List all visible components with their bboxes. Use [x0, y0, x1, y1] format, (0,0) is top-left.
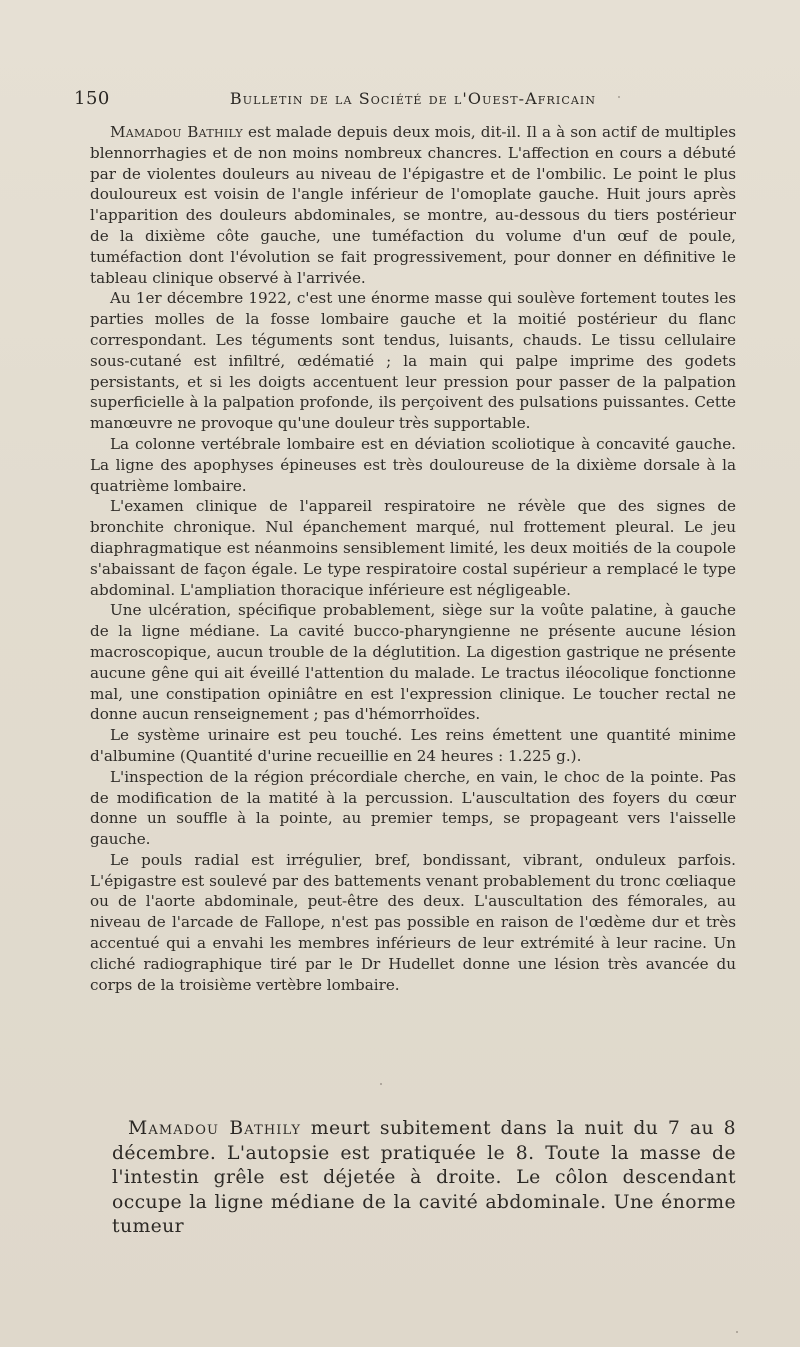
paragraph-text: Le système urinaire est peu touché. Les reins émettent une quantité minime d'albumine (Quantité d'urine recueillie en 24 heures : 1.225 g.).	[90, 726, 736, 765]
paragraph-autopsy	[112, 1117, 736, 1240]
paragraph-examination	[90, 288, 736, 434]
paper-speck	[736, 1331, 738, 1333]
paragraph-history	[90, 122, 736, 288]
patient-name: Mamadou Bathily	[110, 123, 243, 141]
paragraph-text: L'examen clinique de l'appareil respiratoire ne révèle que des signes de bronchite chronique. Nul épanchement marqué, nul frottement pleural. Le jeu diaphragmatique est néanmoins sensiblement limité, les deux moitiés de la coupole s'abaissant de façon égale. Le type respiratoire costal supérieur a remplacé le type abdominal. L'ampliation thoracique inférieure est négligeable.	[90, 497, 736, 599]
paragraph-text: La colonne vertébrale lombaire est en déviation scoliotique à concavité gauche. La ligne des apophyses épineuses est très douloureuse de la dixième dorsale à la quatrième lombaire.	[90, 434, 736, 495]
paragraph-spine	[90, 434, 736, 496]
page-header	[74, 88, 722, 118]
paragraph-text: est malade depuis deux mois, dit-il. Il a à son actif de multiples blennorrhagies et de non moins nombreux chancres. L'affection en cours a débuté par de violentes douleurs au niveau de l'épigastre et de l'ombilic. Le point le plus douloureux est voisin de l'angle inférieur de l'omoplate gauche. Huit jours après l'apparition des douleurs abdominales, se montre, au-dessous du tiers postérieur de la dixième côte gauche, une tuméfaction du volume d'un œuf de poule, tuméfaction dont l'évolution se fait progressivement, pour donner en définitive le tableau clinique observé à l'arrivée.	[90, 123, 736, 287]
paragraph-digestive	[90, 600, 736, 725]
paragraph-vascular	[90, 850, 736, 996]
paragraph-text: L'inspection de la région précordiale cherche, en vain, le choc de la pointe. Pas de modification de la matité à la percussion. L'auscultation des foyers du cœur donne un souffle à la pointe, au premier temps, se propageant vers l'aisselle gauche.	[90, 767, 736, 849]
paragraph-text: Au 1er décembre 1922, c'est une énorme masse qui soulève fortement toutes les parties molles de la fosse lombaire gauche et la moitié postérieur du flanc correspondant. Les téguments sont tendus, luisants, chauds. Le tissu cellulaire sous-cutané est infiltré, œdématié ; la main qui palpe imprime des godets persistants, et si les doigts accentuent leur pression pour passer de la palpation superficielle à la palpation profonde, ils perçoivent des pulsations puissantes. Cette manœuvre ne provoque qu'une douleur très supportable.	[90, 289, 736, 433]
paragraph-urinary	[90, 725, 736, 767]
page-number: 150	[74, 88, 110, 109]
paragraph-text: meurt subitement dans la nuit du 7 au 8 décembre. L'autopsie est pratiquée le 8. Toute la masse de l'intestin grêle est déjetée à droite. Le côlon descendant occupe la ligne médiane de la cavité abdominale. Une énorme tumeur	[112, 1118, 736, 1237]
paragraph-text: Une ulcération, spécifique probablement, siège sur la voûte palatine, à gauche de la ligne médiane. La cavité bucco-pharyngienne ne présente aucune lésion macroscopique, aucun trouble de la déglutition. La digestion gastrique ne présente aucune gêne qui ait éveillé l'attention du malade. Le tractus iléocolique fonctionne mal, une constipation opiniâtre en est l'expression clinique. Le toucher rectal ne donne aucun renseignement ; pas d'hémorrhoïdes.	[90, 601, 736, 724]
patient-name: Mamadou Bathily	[128, 1118, 302, 1139]
paragraph-cardiac	[90, 767, 736, 850]
paragraph-text: Le pouls radial est irrégulier, bref, bondissant, vibrant, onduleux parfois. L'épigastre est soulevé par des battements venant probablement du tronc cœliaque ou de l'aorte abdominale, peut-être des deux. L'auscultation des fémorales, au niveau de l'arcade de Fallope, n'est pas possible en raison de l'œdème dur et très accentué qui a envahi les membres inférieurs de leur extrémité à leur racine. Un cliché radiographique tiré par le Dr Hudellet donne une lésion très avancée du corps de la troisième vertèbre lombaire.	[90, 850, 736, 994]
autopsy-section	[112, 1117, 736, 1240]
paragraph-respiratory	[90, 496, 736, 600]
running-head: Bulletin de la Société de l'Ouest-Africain	[229, 89, 597, 108]
paper-speck	[618, 96, 620, 98]
case-description	[90, 122, 736, 995]
paper-speck	[380, 1083, 382, 1085]
